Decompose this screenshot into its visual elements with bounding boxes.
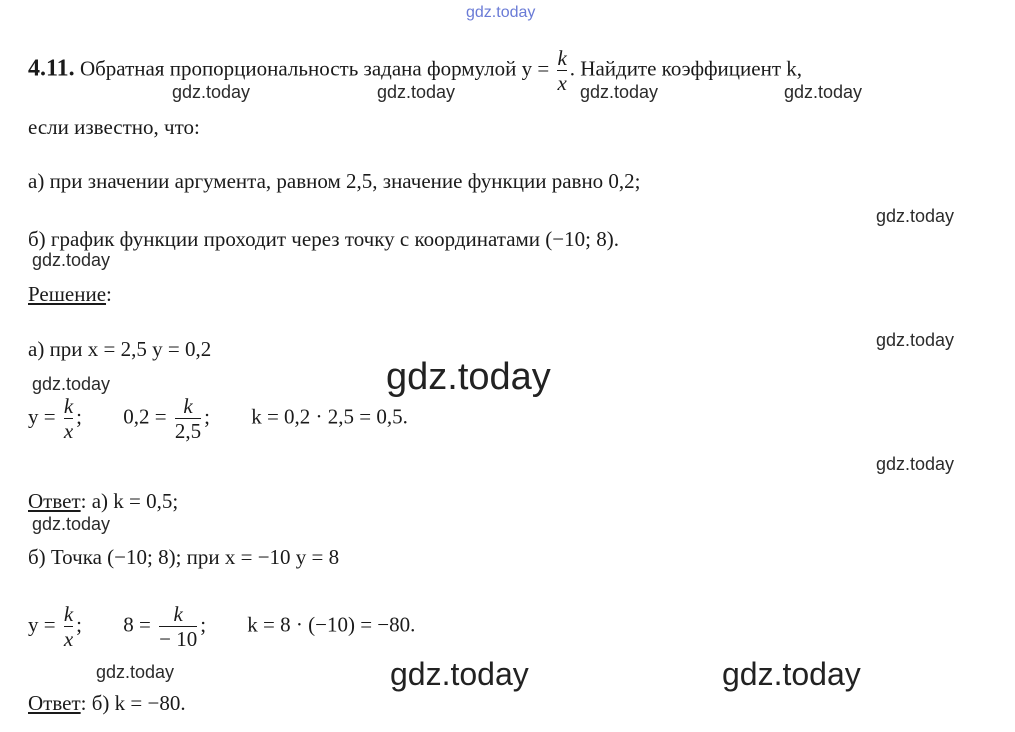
solution-heading [28, 281, 112, 307]
problem-number: 4.11. [28, 55, 75, 82]
watermark: gdz.today [172, 82, 251, 102]
answer-b-value: : б) k = −80. [80, 691, 186, 715]
watermark: gdz.today [377, 82, 456, 102]
separator: ; [76, 404, 83, 429]
answer-label: Ответ [28, 691, 81, 715]
answer-label: Ответ [28, 489, 81, 513]
watermark: gdz.today [876, 454, 955, 474]
problem-intro-end: . Найдите коэффициент k, [569, 56, 803, 81]
watermark: gdz.today [580, 82, 659, 102]
watermark: gdz.today [876, 206, 955, 226]
problem-intro: Обратная пропорциональность задана формулой y = [79, 56, 550, 81]
fraction-denominator: x [63, 627, 74, 651]
solution-heading-colon: : [106, 282, 112, 306]
solution-a-calculation [28, 394, 408, 443]
fraction-denominator: x [557, 71, 567, 95]
watermark: gdz.today [32, 514, 111, 534]
k-calculation: k = 0,2 · 2,5 = 0,5. [251, 404, 408, 429]
equation-8-eq: 8 = [123, 612, 151, 637]
fraction-numerator: k [63, 602, 74, 626]
solution-a-given: а) при x = 2,5 y = 0,2 [28, 337, 212, 361]
solution-b-calculation [28, 602, 415, 651]
watermark: gdz.today [32, 250, 111, 270]
answer-b [28, 690, 186, 716]
watermark-large: gdz.today [386, 356, 551, 398]
fraction-k-over-x [64, 394, 73, 443]
formula-y-eq: y = [28, 404, 56, 429]
equation-02-eq: 0,2 = [123, 404, 167, 429]
answer-a-value: : а) k = 0,5; [80, 489, 179, 513]
watermark-medium: gdz.today [722, 656, 861, 692]
fraction-denominator: − 10 [159, 627, 198, 651]
fraction-numerator: k [173, 602, 183, 626]
fraction-numerator: k [557, 46, 567, 70]
problem-statement-line1 [28, 46, 802, 95]
fraction-k-over-x [64, 602, 73, 651]
answer-a [28, 488, 178, 514]
watermark-medium: gdz.today [390, 656, 529, 692]
fraction-denominator: x [63, 419, 74, 443]
solution-heading-label: Решение [28, 282, 107, 306]
formula-y-eq: y = [28, 612, 56, 637]
watermark: gdz.today [876, 330, 955, 350]
fraction-k-over-2-5 [175, 394, 201, 443]
watermark: gdz.today [96, 662, 175, 682]
problem-part-a: а) при значении аргумента, равном 2,5, значение функции равно 0,2; [28, 169, 641, 193]
fraction-numerator: k [183, 394, 193, 418]
k-calculation: k = 8 · (−10) = −80. [247, 612, 416, 637]
watermark-top: gdz.today [466, 4, 536, 21]
separator: ; [200, 612, 207, 637]
separator: ; [76, 612, 83, 637]
problem-statement-line2: если известно, что: [28, 115, 200, 139]
fraction-numerator: k [63, 394, 74, 418]
fraction-denominator: 2,5 [174, 419, 202, 443]
watermark: gdz.today [784, 82, 863, 102]
fraction-k-over-minus-10 [159, 602, 197, 651]
problem-part-b: б) график функции проходит через точку с координатами (−10; 8). [28, 227, 619, 251]
fraction-k-over-x [557, 46, 566, 95]
solution-b-given: б) Точка (−10; 8); при x = −10 y = 8 [28, 545, 340, 569]
separator: ; [204, 404, 210, 429]
watermark: gdz.today [32, 374, 111, 394]
